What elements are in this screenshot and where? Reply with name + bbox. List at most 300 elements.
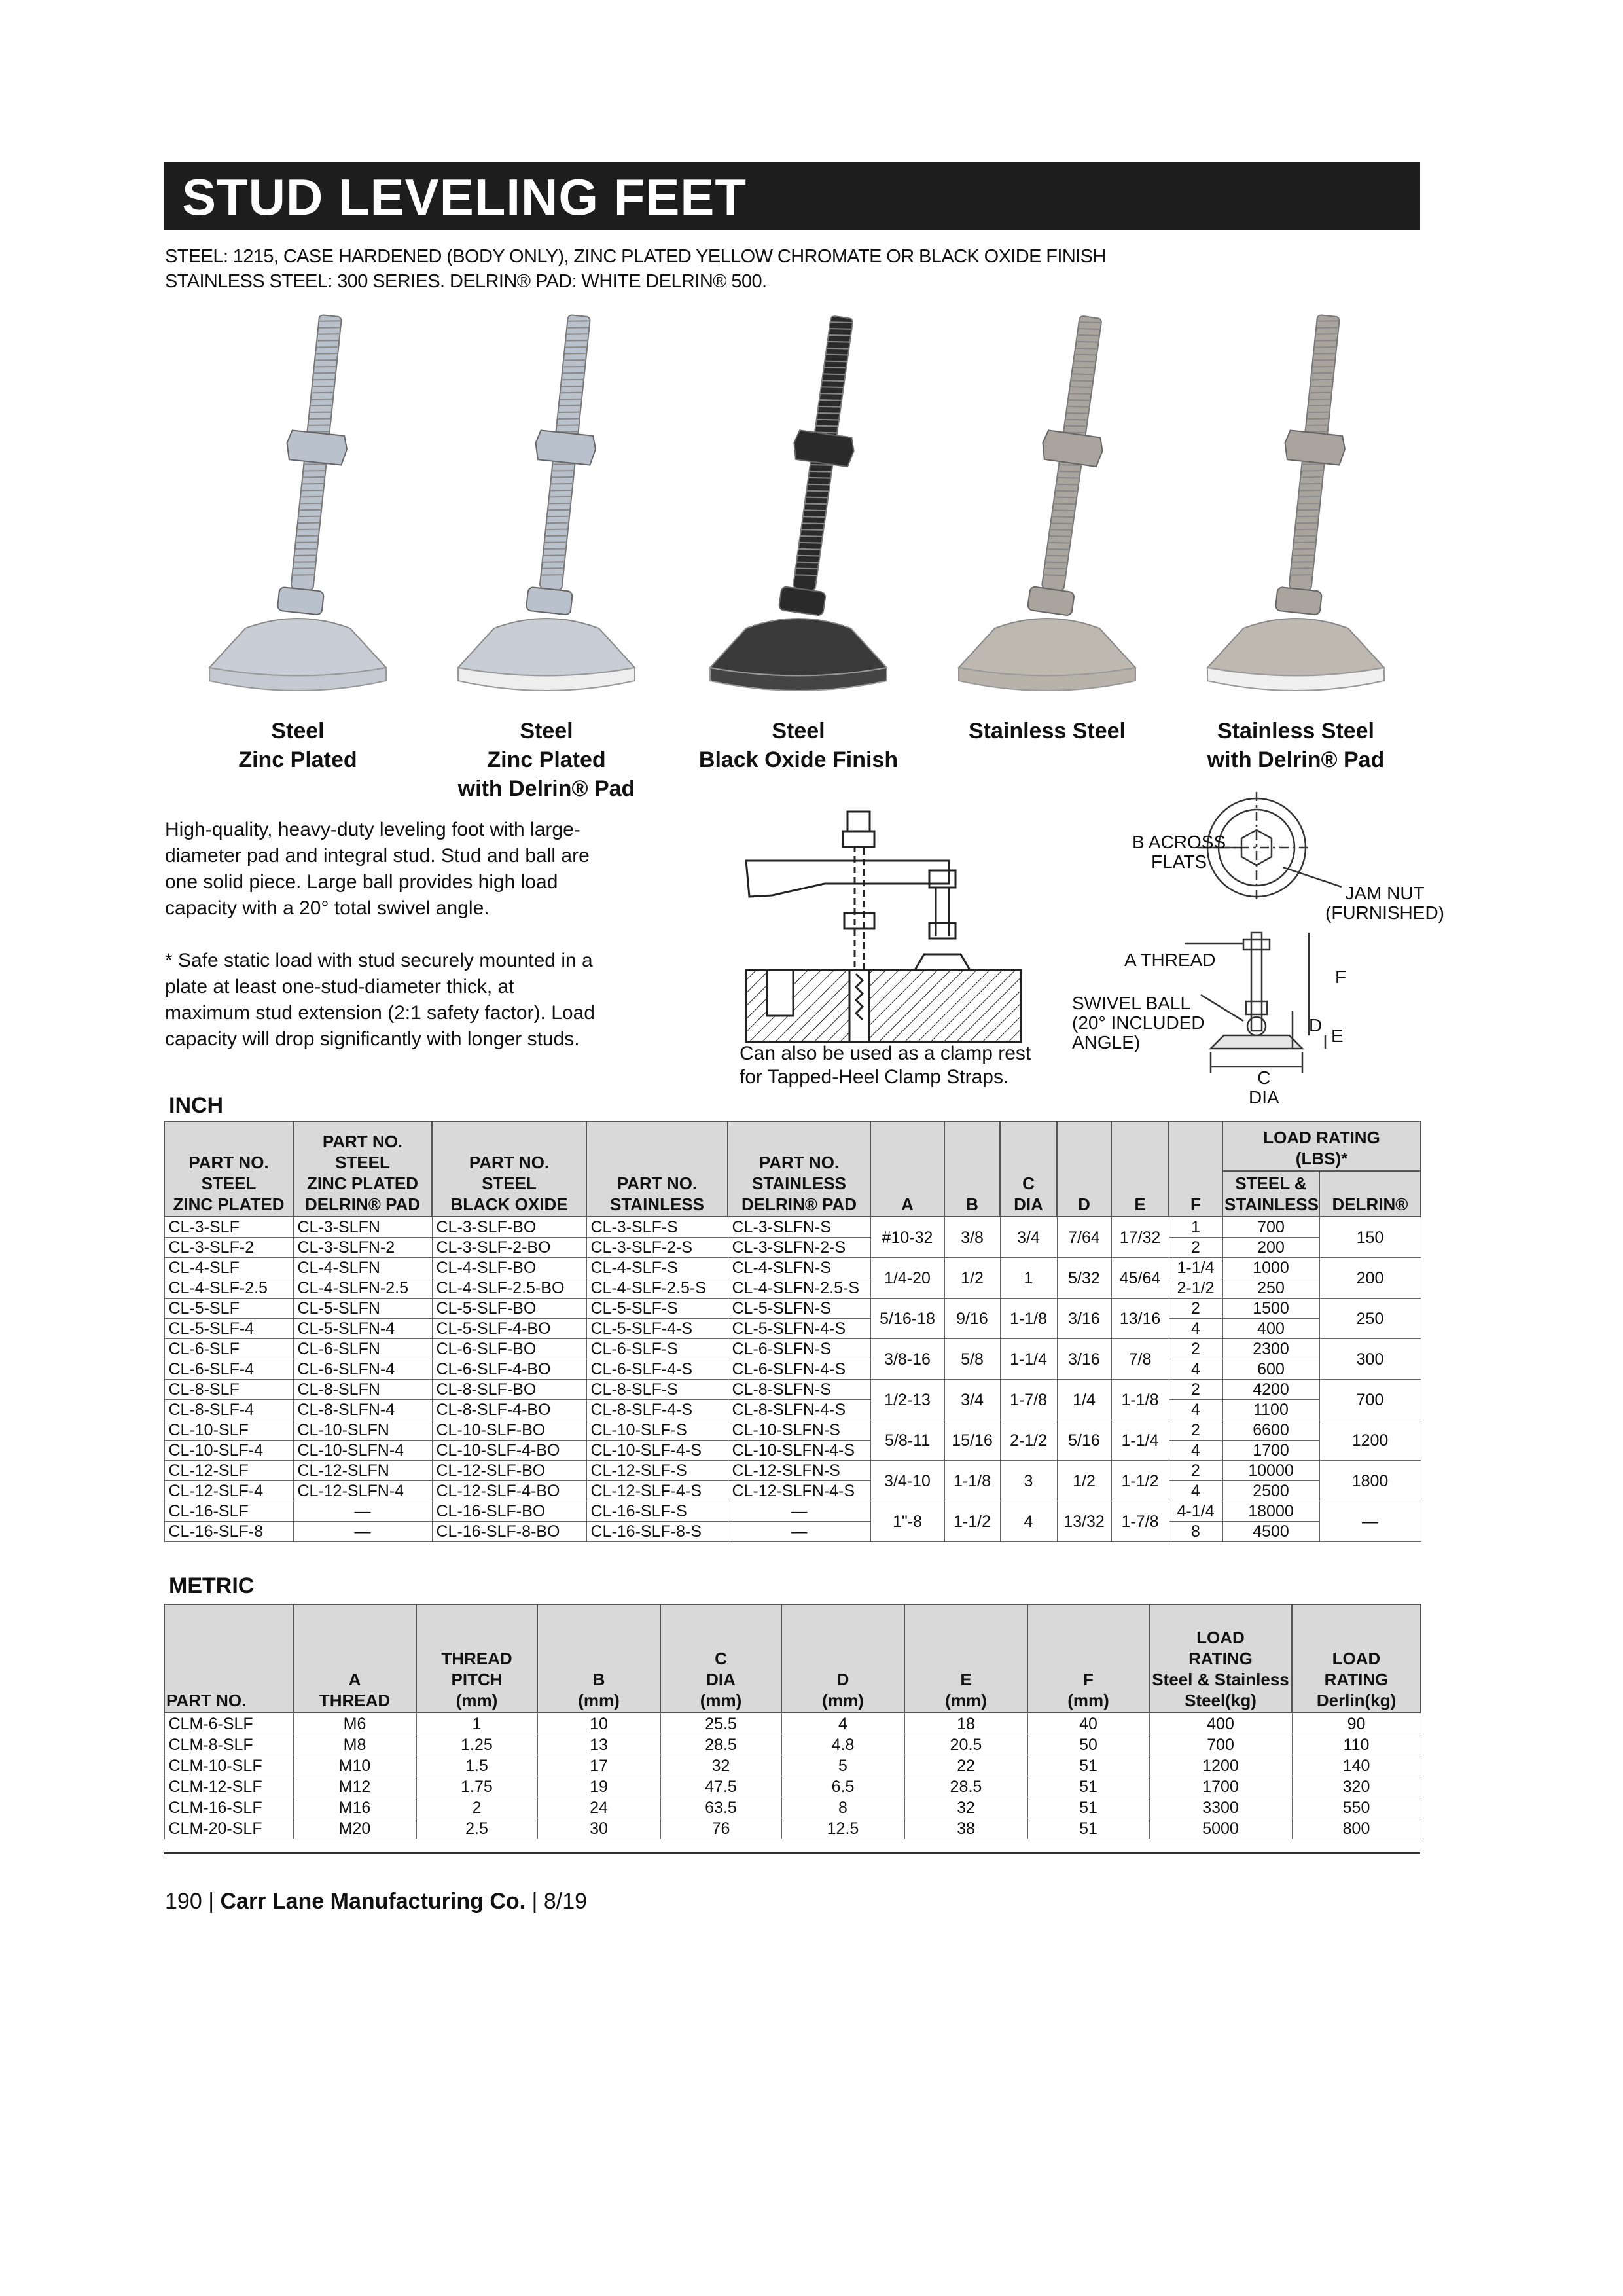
table-cell: CL-6-SLFN-4-S: [728, 1359, 870, 1380]
table-cell: #10-32: [870, 1217, 944, 1258]
header-text: STEEL: [482, 1174, 537, 1193]
table-cell: 47.5: [660, 1776, 781, 1797]
table-cell: 150: [1319, 1217, 1421, 1258]
table-cell: CL-5-SLFN-S: [728, 1299, 870, 1319]
table-row: [164, 1339, 1421, 1359]
caption-line: Steel: [520, 719, 573, 744]
table-cell: CL-12-SLFN-4-S: [728, 1481, 870, 1501]
table-cell: CL-12-SLF: [164, 1461, 293, 1481]
table-row: [164, 1400, 1421, 1420]
metric-col-header: [904, 1604, 1027, 1713]
table-cell: CL-10-SLF-4-BO: [432, 1441, 586, 1461]
table-cell: CL-12-SLFN-S: [728, 1461, 870, 1481]
table-cell: CL-4-SLF-2.5-S: [586, 1278, 728, 1299]
caption-line: Black Oxide Finish: [698, 747, 899, 772]
table-row: [164, 1755, 1421, 1776]
table-cell: 13/32: [1057, 1501, 1111, 1542]
header-text: DELRIN® PAD: [741, 1194, 857, 1214]
table-cell: CL-6-SLF-4: [164, 1359, 293, 1380]
header-text: PART NO.: [758, 1153, 840, 1172]
table-cell: 2300: [1222, 1339, 1319, 1359]
table-cell: CL-8-SLF-4: [164, 1400, 293, 1420]
table-cell: CL-3-SLF-S: [586, 1217, 728, 1238]
header-text: PITCH: [451, 1670, 503, 1689]
table-cell: 13/16: [1111, 1299, 1169, 1339]
table-cell: CL-10-SLFN-S: [728, 1420, 870, 1441]
caption-line: with Delrin® Pad: [457, 776, 635, 801]
table-cell: CLM-16-SLF: [164, 1797, 293, 1818]
table-cell: 1/2: [944, 1258, 1000, 1299]
caption-line: Stainless Steel: [1217, 719, 1374, 744]
table-cell: 250: [1319, 1299, 1421, 1339]
col-header-a: A: [870, 1121, 944, 1217]
table-cell: CL-6-SLF-4-S: [586, 1359, 728, 1380]
col-header-e: E: [1111, 1121, 1169, 1217]
col-header-b: B: [944, 1121, 1000, 1217]
table-cell: 40: [1027, 1713, 1149, 1734]
product-description: High-quality, heavy-duty leveling foot with large-diameter pad and integral stud. Stud and ball are one solid piece. Large ball provides high load capacity with a 20° total swivel angle.: [165, 819, 590, 919]
table-cell: CLM-20-SLF: [164, 1818, 293, 1839]
table-cell: 1.75: [416, 1776, 537, 1797]
table-cell: CL-4-SLF-2.5-BO: [432, 1278, 586, 1299]
table-cell: 1-1/4: [1169, 1258, 1222, 1278]
header-text: PART NO.: [616, 1174, 698, 1193]
table-cell: CL-8-SLFN-4-S: [728, 1400, 870, 1420]
table-cell: CL-5-SLF-BO: [432, 1299, 586, 1319]
table-cell: 4: [1169, 1400, 1222, 1420]
table-cell: CL-5-SLF-4: [164, 1319, 293, 1339]
table-cell: CL-12-SLF-4: [164, 1481, 293, 1501]
table-cell: CL-3-SLF-BO: [432, 1217, 586, 1238]
table-cell: 1/2: [1057, 1461, 1111, 1501]
f-label: F: [1335, 967, 1347, 987]
table-row: [164, 1258, 1421, 1278]
table-row: [164, 1278, 1421, 1299]
header-text: (mm): [945, 1691, 987, 1710]
table-cell: CL-10-SLF-S: [586, 1420, 728, 1441]
table-cell: 8: [1169, 1522, 1222, 1542]
table-cell: M10: [293, 1755, 416, 1776]
table-cell: 800: [1292, 1818, 1421, 1839]
header-text: E: [960, 1670, 972, 1689]
header-text: (mm): [1067, 1691, 1109, 1710]
table-cell: 30: [537, 1818, 660, 1839]
table-cell: 1/4-20: [870, 1258, 944, 1299]
header-text: THREAD: [441, 1649, 512, 1668]
title-bar: [164, 162, 1420, 230]
col-header-steel-zinc-delrin: [293, 1121, 432, 1217]
table-cell: CL-5-SLF-S: [586, 1299, 728, 1319]
label-text: (20° INCLUDED: [1072, 1013, 1205, 1033]
table-cell: CL-6-SLFN-4: [293, 1359, 432, 1380]
table-row: [164, 1441, 1421, 1461]
product-caption: [154, 717, 442, 774]
table-cell: CL-3-SLF-2: [164, 1238, 293, 1258]
table-cell: CL-10-SLF-BO: [432, 1420, 586, 1441]
table-cell: 10000: [1222, 1461, 1319, 1481]
table-cell: 17/32: [1111, 1217, 1169, 1258]
table-cell: 1/2-13: [870, 1380, 944, 1420]
clamp-caption-line: for Tapped-Heel Clamp Straps.: [740, 1066, 1009, 1088]
table-cell: 18000: [1222, 1501, 1319, 1522]
table-cell: 2: [1169, 1420, 1222, 1441]
table-cell: 5000: [1149, 1818, 1292, 1839]
table-cell: CL-8-SLFN: [293, 1380, 432, 1400]
table-cell: 32: [904, 1797, 1027, 1818]
table-cell: 50: [1027, 1734, 1149, 1755]
table-row: [164, 1776, 1421, 1797]
table-cell: 5/32: [1057, 1258, 1111, 1299]
table-cell: CLM-6-SLF: [164, 1713, 293, 1734]
clamp-caption-line: Can also be used as a clamp rest: [740, 1043, 1031, 1064]
table-cell: 5/16-18: [870, 1299, 944, 1339]
table-cell: 140: [1292, 1755, 1421, 1776]
table-cell: 1100: [1222, 1400, 1319, 1420]
header-text: B: [592, 1670, 605, 1689]
table-cell: CL-3-SLF: [164, 1217, 293, 1238]
table-cell: 2: [1169, 1380, 1222, 1400]
header-text: STEEL: [201, 1174, 257, 1193]
page-title: STUD LEVELING FEET: [182, 168, 747, 226]
table-cell: 2: [1169, 1339, 1222, 1359]
table-cell: 4: [1169, 1359, 1222, 1380]
header-text: STEEL: [335, 1153, 390, 1172]
label-text: DIA: [1249, 1087, 1279, 1107]
table-cell: —: [293, 1522, 432, 1542]
metric-col-header: [1027, 1604, 1149, 1713]
print-date: 8/19: [543, 1889, 588, 1914]
table-cell: 6.5: [781, 1776, 904, 1797]
table-cell: 1-1/8: [1111, 1380, 1169, 1420]
header-text: Steel & Stainless: [1152, 1670, 1289, 1689]
table-cell: 2: [416, 1797, 537, 1818]
page-number: 190: [165, 1889, 202, 1914]
table-cell: 1200: [1319, 1420, 1421, 1461]
table-cell: CL-16-SLF: [164, 1501, 293, 1522]
inch-table: [164, 1121, 1421, 1542]
metric-col-header: [1149, 1604, 1292, 1713]
header-text: DIA: [706, 1670, 736, 1689]
table-cell: CL-16-SLF-8: [164, 1522, 293, 1542]
table-cell: 2.5: [416, 1818, 537, 1839]
table-cell: 1-1/8: [1000, 1299, 1057, 1339]
header-text: ZINC PLATED: [173, 1194, 285, 1214]
table-cell: 1800: [1319, 1461, 1421, 1501]
leveling-foot-image: [180, 301, 416, 707]
col-header-load-rating: [1222, 1121, 1421, 1171]
table-cell: —: [293, 1501, 432, 1522]
table-cell: 4: [781, 1713, 904, 1734]
table-cell: 90: [1292, 1713, 1421, 1734]
col-header-stainless: [586, 1121, 728, 1217]
table-cell: CL-3-SLFN-2-S: [728, 1238, 870, 1258]
table-cell: 2: [1169, 1299, 1222, 1319]
table-cell: 1.25: [416, 1734, 537, 1755]
table-cell: CL-4-SLF-S: [586, 1258, 728, 1278]
col-header-steel-zinc: [164, 1121, 293, 1217]
table-cell: CL-5-SLF-4-S: [586, 1319, 728, 1339]
table-cell: 4500: [1222, 1522, 1319, 1542]
table-cell: —: [728, 1501, 870, 1522]
table-cell: CL-10-SLFN-4: [293, 1441, 432, 1461]
metric-col-header: [537, 1604, 660, 1713]
product-caption: [903, 717, 1191, 745]
header-text: STAINLESS: [752, 1174, 846, 1193]
table-cell: 3/16: [1057, 1339, 1111, 1380]
table-cell: CL-16-SLF-8-S: [586, 1522, 728, 1542]
table-cell: 4: [1000, 1501, 1057, 1542]
table-cell: 1-1/4: [1000, 1339, 1057, 1380]
header-text: (mm): [700, 1691, 742, 1710]
table-cell: 10: [537, 1713, 660, 1734]
table-cell: CL-4-SLFN-2.5: [293, 1278, 432, 1299]
table-cell: CL-8-SLFN-S: [728, 1380, 870, 1400]
table-cell: 51: [1027, 1797, 1149, 1818]
table-cell: CL-6-SLF-S: [586, 1339, 728, 1359]
leveling-foot-image: [681, 301, 916, 707]
table-cell: CL-3-SLFN-2: [293, 1238, 432, 1258]
table-cell: CL-10-SLF: [164, 1420, 293, 1441]
c-dia-label: [1249, 1068, 1279, 1107]
product-caption: [654, 717, 942, 774]
table-row: [164, 1380, 1421, 1400]
table-cell: CL-10-SLFN-4-S: [728, 1441, 870, 1461]
table-row: [164, 1217, 1421, 1238]
table-cell: CL-4-SLF-2.5: [164, 1278, 293, 1299]
table-cell: CLM-12-SLF: [164, 1776, 293, 1797]
metric-header-row: [164, 1604, 1421, 1713]
header-text: (mm): [578, 1691, 620, 1710]
table-cell: 8: [781, 1797, 904, 1818]
metric-table-body: [164, 1713, 1421, 1839]
product-card: [1178, 301, 1414, 798]
table-row: [164, 1238, 1421, 1258]
table-cell: 38: [904, 1818, 1027, 1839]
caption-line: Steel: [271, 719, 325, 744]
table-cell: 3300: [1149, 1797, 1292, 1818]
table-cell: 1700: [1149, 1776, 1292, 1797]
table-cell: 4: [1169, 1319, 1222, 1339]
table-cell: CL-16-SLF-BO: [432, 1501, 586, 1522]
header-text: THREAD: [319, 1691, 391, 1710]
header-text: Steel(kg): [1185, 1691, 1257, 1710]
header-text: PART NO.: [166, 1691, 247, 1710]
table-cell: CL-5-SLFN-4: [293, 1319, 432, 1339]
metric-col-header: [660, 1604, 781, 1713]
table-cell: 550: [1292, 1797, 1421, 1818]
metric-col-header: [416, 1604, 537, 1713]
table-cell: CL-6-SLFN-S: [728, 1339, 870, 1359]
label-text: C: [1257, 1067, 1271, 1088]
table-cell: 2-1/2: [1169, 1278, 1222, 1299]
table-cell: CL-6-SLFN: [293, 1339, 432, 1359]
table-cell: CL-8-SLFN-4: [293, 1400, 432, 1420]
table-cell: CL-5-SLFN-4-S: [728, 1319, 870, 1339]
table-row: [164, 1420, 1421, 1441]
caption-line: Zinc Plated: [238, 747, 357, 772]
caption-line: Steel: [772, 719, 825, 744]
table-cell: CL-8-SLF: [164, 1380, 293, 1400]
header-text: (mm): [822, 1691, 864, 1710]
table-cell: 1/4: [1057, 1380, 1111, 1420]
table-cell: 3/8: [944, 1217, 1000, 1258]
table-cell: M16: [293, 1797, 416, 1818]
table-cell: CL-6-SLF-4-BO: [432, 1359, 586, 1380]
table-cell: 4200: [1222, 1380, 1319, 1400]
table-cell: CL-8-SLF-S: [586, 1380, 728, 1400]
table-cell: 4: [1169, 1481, 1222, 1501]
product-caption: [402, 717, 690, 803]
table-cell: M6: [293, 1713, 416, 1734]
leveling-foot-image: [429, 301, 664, 707]
table-row: [164, 1299, 1421, 1319]
metric-table: [164, 1604, 1421, 1839]
header-text: D: [836, 1670, 849, 1689]
table-cell: CL-5-SLFN: [293, 1299, 432, 1319]
table-cell: CL-3-SLF-2-S: [586, 1238, 728, 1258]
leveling-foot-image: [1178, 301, 1414, 707]
header-text: C: [715, 1649, 727, 1668]
table-cell: CL-10-SLFN: [293, 1420, 432, 1441]
table-cell: 4: [1169, 1441, 1222, 1461]
table-row: [164, 1713, 1421, 1734]
col-header-steel-black-oxide: [432, 1121, 586, 1217]
col-header-c: [1000, 1121, 1057, 1217]
label-text: B ACROSS: [1132, 832, 1226, 852]
table-cell: 110: [1292, 1734, 1421, 1755]
table-cell: CL-4-SLFN-2.5-S: [728, 1278, 870, 1299]
header-text: PART NO.: [188, 1153, 269, 1172]
metric-col-header: [164, 1604, 293, 1713]
table-cell: 200: [1222, 1238, 1319, 1258]
table-cell: CL-10-SLF-4: [164, 1441, 293, 1461]
table-cell: CL-8-SLF-4-S: [586, 1400, 728, 1420]
table-cell: 13: [537, 1734, 660, 1755]
caption-line: with Delrin® Pad: [1207, 747, 1385, 772]
b-across-label: [1132, 833, 1226, 872]
table-cell: 24: [537, 1797, 660, 1818]
header-text: A: [348, 1670, 361, 1689]
table-cell: 28.5: [660, 1734, 781, 1755]
table-cell: 28.5: [904, 1776, 1027, 1797]
table-cell: —: [1319, 1501, 1421, 1542]
table-cell: 6600: [1222, 1420, 1319, 1441]
table-row: [164, 1522, 1421, 1542]
table-cell: CL-3-SLF-2-BO: [432, 1238, 586, 1258]
table-cell: CL-4-SLF: [164, 1258, 293, 1278]
table-cell: CLM-8-SLF: [164, 1734, 293, 1755]
table-cell: 32: [660, 1755, 781, 1776]
table-cell: 3/4: [1000, 1217, 1057, 1258]
table-row: [164, 1461, 1421, 1481]
label-text: ANGLE): [1072, 1032, 1141, 1052]
table-cell: 1.5: [416, 1755, 537, 1776]
table-row: [164, 1734, 1421, 1755]
d-label: D: [1309, 1015, 1323, 1035]
table-cell: CL-12-SLF-BO: [432, 1461, 586, 1481]
header-text: PART NO.: [469, 1153, 550, 1172]
table-cell: 5/16: [1057, 1420, 1111, 1461]
header-text: STAINLESS: [1224, 1194, 1319, 1214]
caption-line: Stainless Steel: [968, 719, 1126, 744]
table-cell: 4-1/4: [1169, 1501, 1222, 1522]
table-cell: CL-6-SLF: [164, 1339, 293, 1359]
clamp-caption: [740, 1042, 1031, 1089]
material-spec-line: STEEL: 1215, CASE HARDENED (BODY ONLY), ZINC PLATED YELLOW CHROMATE OR BLACK OXIDE FINISH: [165, 246, 1106, 267]
table-cell: CL-16-SLF-8-BO: [432, 1522, 586, 1542]
table-cell: 19: [537, 1776, 660, 1797]
caption-line: Zinc Plated: [487, 747, 606, 772]
table-cell: 5/8: [944, 1339, 1000, 1380]
table-row: [164, 1319, 1421, 1339]
table-cell: 1-1/2: [944, 1501, 1000, 1542]
product-caption: [1152, 717, 1440, 774]
leveling-foot-image: [929, 301, 1165, 707]
table-cell: CL-5-SLF: [164, 1299, 293, 1319]
table-row: [164, 1481, 1421, 1501]
product-card: [929, 301, 1165, 798]
dimension-diagram: [1067, 785, 1444, 1113]
table-row: [164, 1818, 1421, 1839]
table-cell: 1000: [1222, 1258, 1319, 1278]
header-text: LOAD: [1196, 1628, 1245, 1647]
table-cell: CL-16-SLF-S: [586, 1501, 728, 1522]
header-text: DELRIN® PAD: [304, 1194, 421, 1214]
table-cell: 3/4: [944, 1380, 1000, 1420]
table-cell: 700: [1222, 1217, 1319, 1238]
metric-heading: METRIC: [169, 1573, 255, 1598]
table-cell: CL-12-SLF-4-S: [586, 1481, 728, 1501]
table-cell: M20: [293, 1818, 416, 1839]
label-text: SWIVEL BALL: [1072, 993, 1191, 1013]
header-text: DIA: [1014, 1194, 1043, 1214]
inch-heading: INCH: [169, 1093, 224, 1118]
table-cell: 2: [1169, 1461, 1222, 1481]
table-cell: 1500: [1222, 1299, 1319, 1319]
header-text: STEEL &: [1235, 1174, 1307, 1193]
company-name: Carr Lane Manufacturing Co.: [220, 1889, 526, 1914]
a-thread-label: A THREAD: [1124, 950, 1216, 970]
table-cell: 700: [1319, 1380, 1421, 1420]
table-cell: 600: [1222, 1359, 1319, 1380]
table-cell: 250: [1222, 1278, 1319, 1299]
table-cell: CL-12-SLF-4-BO: [432, 1481, 586, 1501]
table-cell: 5: [781, 1755, 904, 1776]
clamp-rest-diagram: [733, 798, 1034, 1073]
table-cell: 4.8: [781, 1734, 904, 1755]
label-text: (FURNISHED): [1325, 903, 1444, 923]
table-cell: 2500: [1222, 1481, 1319, 1501]
header-text: Derlin(kg): [1316, 1691, 1397, 1710]
table-cell: CL-3-SLFN: [293, 1217, 432, 1238]
table-cell: 1: [1000, 1258, 1057, 1299]
table-cell: 17: [537, 1755, 660, 1776]
table-cell: 22: [904, 1755, 1027, 1776]
table-cell: CL-4-SLF-BO: [432, 1258, 586, 1278]
table-cell: 63.5: [660, 1797, 781, 1818]
table-cell: 1-1/8: [944, 1461, 1000, 1501]
product-card: [681, 301, 916, 798]
header-text: LOAD RATING: [1263, 1128, 1380, 1147]
table-row: [164, 1501, 1421, 1522]
table-cell: 1-1/4: [1111, 1420, 1169, 1461]
table-cell: 15/16: [944, 1420, 1000, 1461]
table-cell: 9/16: [944, 1299, 1000, 1339]
header-text: (LBS)*: [1295, 1149, 1348, 1168]
header-text: RATING: [1324, 1670, 1389, 1689]
table-cell: M12: [293, 1776, 416, 1797]
table-cell: 51: [1027, 1818, 1149, 1839]
